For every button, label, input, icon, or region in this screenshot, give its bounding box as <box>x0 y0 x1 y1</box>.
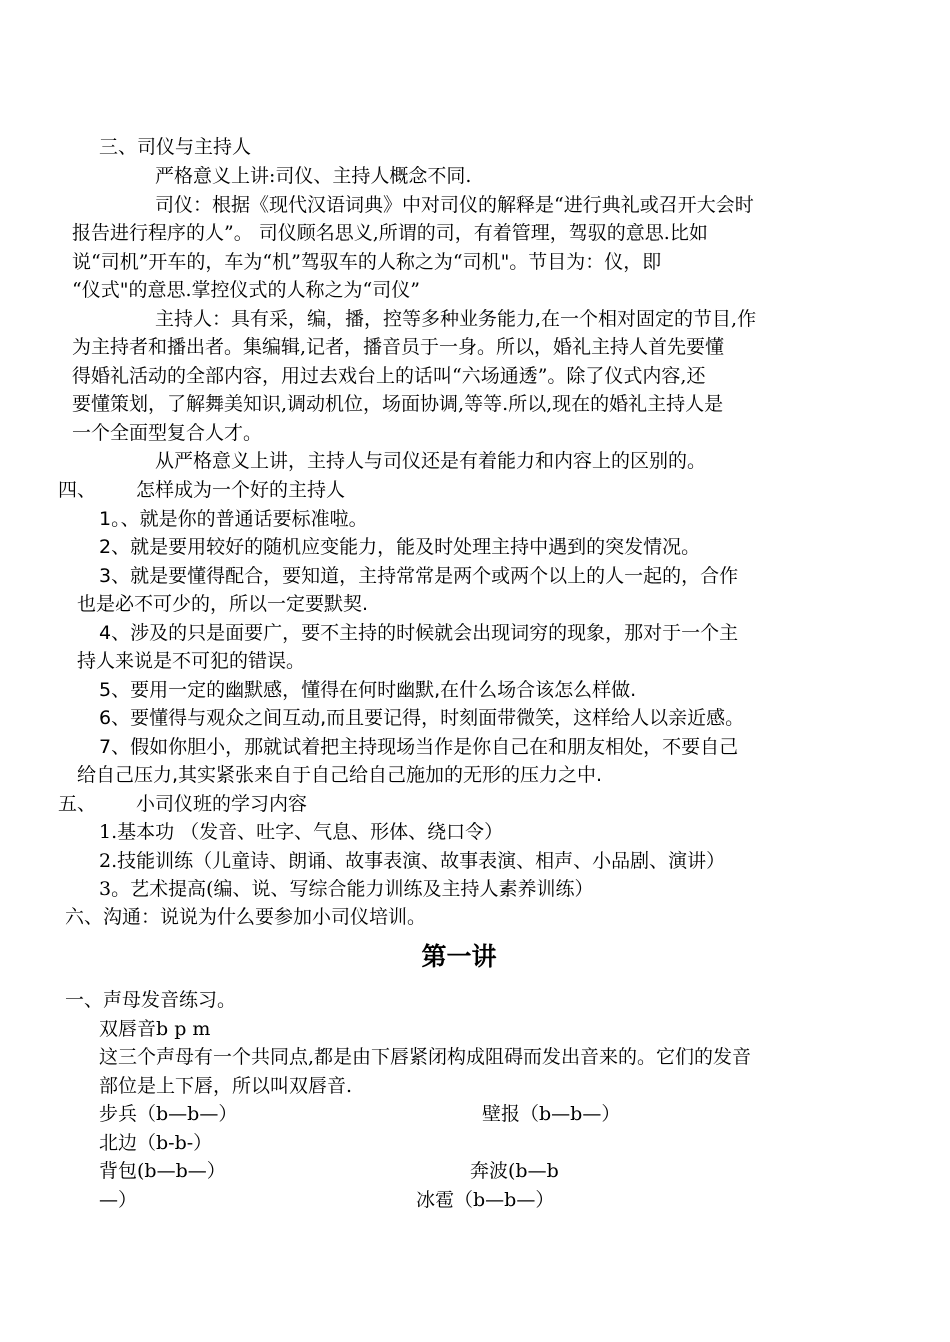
section-4-title: 怎样成为一个好的主持人 <box>136 479 346 501</box>
section-3-heading: 三、司仪与主持人 <box>99 136 252 158</box>
section-3-paragraph-2-line-3: 说“司机”开车的，车为“机”驾驭车的人称之为“司机"。节目为：仪，即 <box>72 251 662 273</box>
practice-word: 冰雹（b—b—） <box>416 1189 555 1211</box>
section-5-item-2: 2.技能训练（儿童诗、朗诵、故事表演、故事表演、相声、小品剧、演讲） <box>99 850 726 872</box>
section-4-item-4-line-1: 4、涉及的只是面要广，要不主持的时候就会出现词穷的现象，那对于一个主 <box>99 622 739 644</box>
section-3-paragraph-3-line-4: 要懂策划，了解舞美知识,调动机位，场面协调,等等.所以,现在的婚礼主持人是 <box>72 393 724 415</box>
section-3-paragraph-4: 从严格意义上讲，主持人与司仪还是有着能力和内容上的区别的。 <box>155 450 707 472</box>
section-5-title: 小司仪班的学习内容 <box>136 793 308 815</box>
section-4-number: 四、 <box>58 479 97 501</box>
section-4-item-5: 5、要用一定的幽默感，懂得在何时幽默,在什么场合该怎么样做. <box>99 679 637 701</box>
section-4-item-1: 1。、就是你的普通话要标准啦。 <box>99 508 368 530</box>
section-4-item-6: 6、要懂得与观众之间互动,而且要记得，时刻面带微笑，这样给人以亲近感。 <box>99 707 745 729</box>
section-3-paragraph-3-line-2: 为主持者和播出者。集编辑,记者，播音员于一身。所以，婚礼主持人首先要懂 <box>72 336 725 358</box>
section-4-item-3-line-2: 也是必不可少的，所以一定要默契. <box>77 593 369 615</box>
practice-word: 步兵（b—b—） <box>99 1103 238 1125</box>
practice-word: 奔波(b—b <box>470 1160 559 1182</box>
lecture-1-heading: 一、声母发音练习。 <box>65 989 237 1011</box>
practice-word: 壁报（b—b—） <box>482 1103 621 1125</box>
section-3-paragraph-2-line-2: 报告进行程序的人”。 司仪顾名思义,所谓的司，有着管理，驾驭的意思.比如 <box>72 222 708 244</box>
section-4-item-2: 2、就是要用较好的随机应变能力，能及时处理主持中遇到的突发情况。 <box>99 536 701 558</box>
section-4-item-3-line-1: 3、就是要懂得配合，要知道，主持常常是两个或两个以上的人一起的，合作 <box>99 565 739 587</box>
section-5-number: 五、 <box>58 793 97 815</box>
practice-word: 北边（b-b-） <box>99 1132 213 1154</box>
section-3-paragraph-2-line-1: 司仪：根据《现代汉语词典》中对司仪的解释是“进行典礼或召开大会时 <box>155 194 754 216</box>
section-3-paragraph-2-line-4: “仪式"的意思.掌控仪式的人称之为“司仪” <box>72 279 420 301</box>
section-6-text: 六、沟通：说说为什么要参加小司仪培训。 <box>65 906 427 928</box>
section-3-paragraph-3-line-1: 主持人：具有采，编，播，控等多种业务能力,在一个相对固定的节目,作 <box>155 308 757 330</box>
practice-word: —） <box>99 1189 138 1211</box>
lecture-title: 第一讲 <box>421 942 497 971</box>
section-5-item-3: 3。艺术提高(编、说、写综合能力训练及主持人素养训练） <box>99 878 594 900</box>
section-4-item-4-line-2: 持人来说是不可犯的错误。 <box>77 650 306 672</box>
section-4-item-7-line-2: 给自己压力,其实紧张来自于自己给自己施加的无形的压力之中. <box>77 764 603 786</box>
practice-word: 背包(b—b—） <box>99 1160 226 1182</box>
section-3-paragraph-3-line-3: 得婚礼活动的全部内容，用过去戏台上的话叫“六场通透”。除了仪式内容,还 <box>72 365 706 387</box>
section-5-item-1: 1.基本功 （发音、吐字、气息、形体、绕口令） <box>99 821 504 843</box>
lecture-1-description-line-1: 这三个声母有一个共同点,都是由下唇紧闭构成阻碍而发出音来的。它们的发音 <box>99 1046 752 1068</box>
section-3-paragraph-1: 严格意义上讲:司仪、主持人概念不同. <box>155 165 472 187</box>
section-3-paragraph-3-line-5: 一个全面型复合人才。 <box>72 422 263 444</box>
section-4-item-7-line-1: 7、假如你胆小，那就试着把主持现场当作是你自己在和朋友相处，不要自己 <box>99 736 739 758</box>
lecture-1-subheading: 双唇音b p m <box>99 1018 211 1040</box>
lecture-1-description-line-2: 部位是上下唇，所以叫双唇音. <box>99 1075 353 1097</box>
